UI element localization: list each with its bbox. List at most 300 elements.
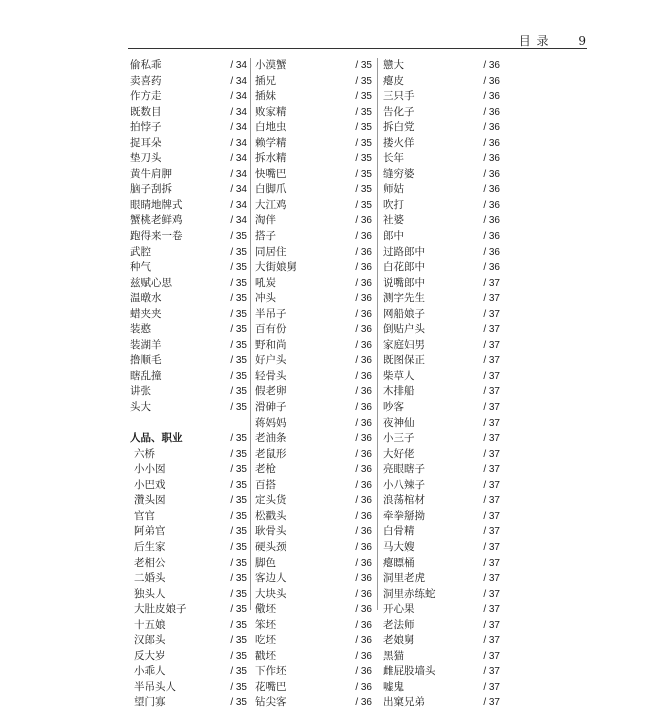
column-divider [250, 58, 251, 610]
entry-page-number: / 36 [355, 479, 372, 491]
entry-term: 白地虫 [255, 121, 287, 134]
toc-entry [383, 493, 500, 509]
entry-page-number: / 37 [483, 339, 500, 351]
entry-term: 小漠蟹 [255, 59, 287, 71]
entry-term: 吹打 [383, 198, 404, 211]
entry-term: 插妹 [255, 90, 276, 103]
entry-term: 小小囡 [134, 463, 166, 476]
entry-term: 垫刀头 [130, 152, 162, 165]
entry-page-number: / 35 [230, 697, 247, 709]
entry-page-number: / 36 [355, 557, 372, 569]
entry-page-number: / 35 [230, 339, 247, 351]
entry-term: 马大嫂 [383, 540, 415, 553]
toc-entry [130, 182, 247, 198]
entry-term: 大肚皮娘子 [134, 603, 187, 616]
entry-term: 独头人 [134, 587, 166, 600]
entry-page-number: / 34 [230, 199, 247, 211]
entry-page-number: / 34 [230, 91, 247, 103]
toc-entry [383, 167, 500, 183]
toc-entry [255, 447, 372, 463]
toc-entry [255, 571, 372, 587]
entry-term: 蜡夹夹 [130, 307, 162, 320]
entry-page-number: / 35 [355, 122, 372, 134]
toc-entry [130, 291, 247, 307]
entry-page-number: / 36 [483, 246, 500, 258]
entry-term: 开心果 [383, 603, 415, 616]
toc-entry [383, 633, 500, 649]
entry-term: 老枪 [255, 463, 276, 476]
entry-page-number: / 35 [230, 604, 247, 616]
header-title: 目 录 [518, 34, 550, 48]
entry-page-number: / 37 [483, 293, 500, 305]
entry-page-number: / 37 [483, 557, 500, 569]
toc-entry [383, 540, 500, 556]
entry-page-number: / 35 [230, 355, 247, 367]
entry-page-number: / 36 [483, 262, 500, 274]
toc-entry [130, 602, 247, 618]
entry-term: 装憨 [130, 323, 151, 336]
entry-page-number: / 35 [230, 386, 247, 398]
entry-term: 老娘舅 [383, 634, 415, 647]
entry-term: 败家精 [255, 105, 287, 118]
toc-entry [130, 260, 247, 276]
entry-term: 偷私乖 [130, 59, 162, 71]
entry-term: 三只手 [383, 90, 415, 103]
entry-term: 既图保正 [383, 354, 425, 367]
entry-page-number: / 36 [355, 448, 372, 460]
entry-term: 黑猫 [383, 649, 404, 662]
toc-entry [130, 89, 247, 105]
entry-term: 下作坯 [255, 665, 287, 678]
entry-term: 蟹桃老鲜鸡 [130, 214, 183, 227]
toc-entry [130, 400, 247, 416]
entry-page-number: / 37 [483, 635, 500, 647]
entry-page-number: / 35 [230, 479, 247, 491]
toc-entry [383, 89, 500, 105]
entry-page-number: / 36 [355, 541, 372, 553]
column-divider [377, 58, 378, 610]
toc-entry [255, 120, 372, 136]
toc-column-1 [130, 58, 247, 711]
entry-page-number: / 35 [355, 199, 372, 211]
entry-term: 吼炭 [255, 276, 276, 289]
entry-term: 滑砷子 [255, 401, 287, 414]
entry-term: 师姑 [383, 183, 404, 196]
entry-page-number: / 35 [355, 91, 372, 103]
toc-entry [383, 120, 500, 136]
entry-page-number: / 35 [230, 541, 247, 553]
entry-page-number: / 36 [355, 510, 372, 522]
entry-page-number: / 36 [483, 91, 500, 103]
entry-page-number: / 37 [483, 277, 500, 289]
entry-term: 小乖人 [134, 665, 166, 678]
toc-entry [255, 695, 372, 711]
toc-entry [255, 400, 372, 416]
entry-term: 汉郎头 [134, 634, 166, 647]
toc-entry [130, 136, 247, 152]
entry-page-number: / 36 [483, 215, 500, 227]
toc-entry [255, 182, 372, 198]
toc-entry [130, 664, 247, 680]
entry-term: 蒋妈妈 [255, 416, 287, 429]
entry-page-number: / 34 [230, 137, 247, 149]
entry-page-number: / 37 [483, 573, 500, 585]
entry-page-number: / 37 [483, 619, 500, 631]
entry-term: 拆白党 [383, 121, 415, 134]
toc-entry [255, 74, 372, 90]
toc-entry [130, 618, 247, 634]
entry-term: 柴草人 [383, 369, 415, 382]
entry-term: 作方走 [130, 90, 162, 103]
toc-entry [255, 245, 372, 261]
toc-entry [383, 587, 500, 603]
entry-page-number: / 37 [483, 417, 500, 429]
toc-entry [255, 260, 372, 276]
toc-entry [383, 680, 500, 696]
toc-entry [130, 571, 247, 587]
entry-page-number: / 36 [483, 60, 500, 71]
entry-term: 洞里赤练蛇 [383, 587, 436, 600]
entry-term: 搂火佯 [383, 136, 415, 149]
toc-entry [130, 462, 247, 478]
entry-term: 雌屁股墙头 [383, 665, 436, 678]
toc-entry [255, 493, 372, 509]
section-heading [130, 431, 247, 447]
toc-column-3 [383, 58, 500, 711]
toc-entry [383, 322, 500, 338]
entry-page-number: / 36 [483, 168, 500, 180]
entry-page-number: / 37 [483, 448, 500, 460]
toc-entry [255, 198, 372, 214]
toc-entry [383, 462, 500, 478]
entry-page-number: / 36 [355, 355, 372, 367]
toc-entry [130, 229, 247, 245]
entry-page-number: / 37 [483, 433, 500, 445]
entry-term: 反大岁 [134, 649, 166, 662]
entry-page-number: / 35 [230, 370, 247, 382]
entry-term: 社婆 [383, 214, 404, 227]
toc-entry [130, 151, 247, 167]
entry-page-number: / 36 [483, 184, 500, 196]
entry-page-number: / 37 [483, 495, 500, 507]
entry-term: 家庭妇男 [383, 338, 425, 351]
toc-entry [255, 307, 372, 323]
entry-term: 笨坯 [255, 618, 276, 631]
toc-entry [383, 198, 500, 214]
entry-term: 讲张 [130, 385, 151, 398]
entry-term: 拆水精 [255, 152, 287, 165]
entry-term: 大块头 [255, 587, 287, 600]
toc-entry [255, 58, 372, 74]
entry-page-number: / 36 [355, 666, 372, 678]
entry-term: 黄牛肩胛 [130, 167, 172, 180]
entry-term: 硬头颈 [255, 540, 287, 553]
entry-page-number: / 35 [355, 75, 372, 87]
entry-term: 大街娘舅 [255, 261, 297, 274]
toc-entry [383, 447, 500, 463]
entry-term: 官官 [134, 509, 155, 522]
toc-entry [130, 695, 247, 711]
entry-term: 六桥 [134, 447, 155, 460]
toc-entry [255, 478, 372, 494]
toc-entry [383, 291, 500, 307]
entry-page-number: / 37 [483, 697, 500, 709]
toc-entry [130, 198, 247, 214]
entry-page-number: / 37 [483, 650, 500, 662]
entry-term: 人品、职业 [130, 432, 183, 445]
entry-page-number: / 37 [483, 402, 500, 414]
toc-entry [255, 229, 372, 245]
entry-term: 望门寡 [134, 696, 166, 709]
entry-page-number: / 34 [230, 215, 247, 227]
entry-term: 木排船 [383, 385, 415, 398]
entry-term: 瘪皮 [383, 74, 404, 87]
entry-page-number: / 36 [355, 495, 372, 507]
entry-term: 捉耳朵 [130, 136, 162, 149]
entry-page-number: / 36 [355, 697, 372, 709]
entry-term: 武腔 [130, 245, 151, 258]
toc-entry [383, 571, 500, 587]
entry-term: 大好佬 [383, 447, 415, 460]
entry-term: 兹赋心思 [130, 276, 172, 289]
entry-term: 吃坯 [255, 634, 276, 647]
toc-entry [130, 369, 247, 385]
entry-page-number: / 35 [230, 650, 247, 662]
entry-term: 野和尚 [255, 338, 287, 351]
toc-entry [130, 384, 247, 400]
toc-entry [130, 105, 247, 121]
toc-entry [383, 556, 500, 572]
toc-entry [383, 400, 500, 416]
entry-page-number: / 37 [483, 308, 500, 320]
toc-entry [255, 322, 372, 338]
entry-term: 嘘鬼 [383, 680, 404, 693]
entry-term: 好户头 [255, 354, 287, 367]
entry-page-number: / 35 [230, 510, 247, 522]
toc-entry [383, 260, 500, 276]
entry-term: 老油条 [255, 432, 287, 445]
toc-entry [130, 524, 247, 540]
entry-page-number: / 36 [355, 277, 372, 289]
page-number: 9 [578, 34, 587, 48]
toc-entry [383, 431, 500, 447]
entry-page-number: / 34 [230, 184, 247, 196]
entry-page-number: / 36 [355, 339, 372, 351]
toc-entry [130, 58, 247, 74]
toc-entry [383, 105, 500, 121]
entry-term: 插兄 [255, 74, 276, 87]
toc-entry [130, 680, 247, 696]
entry-page-number: / 34 [230, 122, 247, 134]
entry-term: 赖学精 [255, 136, 287, 149]
entry-term: 小三子 [383, 432, 415, 445]
entry-term: 戳坯 [255, 649, 276, 662]
entry-page-number: / 37 [483, 510, 500, 522]
toc-entry [383, 384, 500, 400]
toc-entry [383, 74, 500, 90]
entry-page-number: / 36 [355, 417, 372, 429]
toc-entry [383, 151, 500, 167]
entry-page-number: / 36 [483, 75, 500, 87]
entry-page-number: / 36 [355, 386, 372, 398]
entry-page-number: / 36 [355, 231, 372, 243]
entry-page-number: / 35 [230, 324, 247, 336]
entry-page-number: / 36 [483, 137, 500, 149]
entry-term: 眼睛地牌式 [130, 198, 183, 211]
entry-term: 冲头 [255, 292, 276, 305]
entry-term: 亮眼瞎子 [383, 463, 425, 476]
toc-entry [255, 353, 372, 369]
entry-term: 半吊子 [255, 307, 287, 320]
entry-page-number: / 36 [483, 153, 500, 165]
toc-entry [383, 602, 500, 618]
entry-page-number: / 36 [355, 308, 372, 320]
toc-entry [255, 213, 372, 229]
entry-page-number: / 36 [483, 199, 500, 211]
entry-page-number: / 35 [230, 448, 247, 460]
entry-page-number: / 35 [230, 495, 247, 507]
entry-term: 阿弟官 [134, 525, 166, 538]
toc-entry [383, 416, 500, 432]
toc-entry [383, 353, 500, 369]
entry-term: 拍悖子 [130, 121, 162, 134]
header-rule [128, 48, 587, 49]
entry-term: 过路郎中 [383, 245, 425, 258]
toc-entry [383, 664, 500, 680]
toc-entry [255, 431, 372, 447]
entry-term: 跑得来一卷 [130, 230, 183, 243]
entry-term: 十五娘 [134, 618, 166, 631]
toc-entry [130, 447, 247, 463]
entry-page-number: / 36 [355, 246, 372, 258]
page-header [519, 32, 587, 49]
entry-term: 半吊头人 [134, 680, 176, 693]
entry-term: 温暾水 [130, 292, 162, 305]
entry-page-number: / 35 [355, 106, 372, 118]
toc-entry [255, 602, 372, 618]
toc-entry [255, 416, 372, 432]
entry-page-number: / 36 [355, 588, 372, 600]
toc-entry [130, 276, 247, 292]
toc-entry [255, 167, 372, 183]
toc-entry [383, 369, 500, 385]
entry-page-number: / 35 [230, 231, 247, 243]
entry-term: 老相公 [134, 556, 166, 569]
toc-entry [383, 695, 500, 711]
entry-term: 瞎乱撞 [130, 369, 162, 382]
entry-page-number: / 35 [230, 433, 247, 445]
entry-page-number: / 34 [230, 153, 247, 165]
toc-entry [130, 633, 247, 649]
entry-term: 种气 [130, 261, 151, 274]
toc-entry [383, 58, 500, 74]
entry-term: 老法师 [383, 618, 415, 631]
entry-page-number: / 35 [230, 573, 247, 585]
entry-term: 倒贴户头 [383, 323, 425, 336]
entry-page-number: / 36 [355, 402, 372, 414]
toc-entry [255, 649, 372, 665]
entry-term: 头大 [130, 401, 151, 414]
toc-entry [383, 478, 500, 494]
entry-page-number: / 35 [230, 308, 247, 320]
entry-page-number: / 37 [483, 355, 500, 367]
toc-entry [130, 213, 247, 229]
entry-page-number: / 36 [355, 464, 372, 476]
entry-term: 告化子 [383, 105, 415, 118]
entry-page-number: / 36 [355, 604, 372, 616]
toc-entry [383, 182, 500, 198]
toc-entry [130, 353, 247, 369]
toc-entry [255, 151, 372, 167]
toc-entry [255, 369, 372, 385]
toc-entry [255, 509, 372, 525]
entry-page-number: / 35 [230, 619, 247, 631]
toc-entry [383, 276, 500, 292]
entry-page-number: / 37 [483, 526, 500, 538]
toc-entry [255, 524, 372, 540]
entry-page-number: / 36 [355, 262, 372, 274]
entry-term: 撸顺毛 [130, 354, 162, 367]
entry-page-number: / 37 [483, 666, 500, 678]
toc-entry [255, 633, 372, 649]
entry-page-number: / 37 [483, 324, 500, 336]
entry-page-number: / 35 [355, 184, 372, 196]
entry-term: 淘伴 [255, 214, 276, 227]
entry-page-number: / 36 [355, 215, 372, 227]
toc-entry [383, 245, 500, 261]
toc-entry [255, 105, 372, 121]
entry-term: 长年 [383, 152, 404, 165]
entry-term: 灒头囡 [134, 494, 166, 507]
entry-page-number: / 34 [230, 60, 247, 71]
toc-entry [130, 587, 247, 603]
entry-page-number: / 35 [230, 262, 247, 274]
entry-term: 百搭 [255, 478, 276, 491]
entry-term: 白脚爪 [255, 183, 287, 196]
entry-term: 洞里老虎 [383, 572, 425, 585]
toc-entry [383, 509, 500, 525]
entry-page-number: / 35 [355, 168, 372, 180]
entry-term: 脚色 [255, 556, 276, 569]
toc-entry [255, 136, 372, 152]
toc-entry [130, 556, 247, 572]
entry-term: 说嘴郎中 [383, 276, 425, 289]
entry-page-number: / 37 [483, 370, 500, 382]
entry-term: 白花郎中 [383, 261, 425, 274]
entry-term: 脑子刮拆 [130, 183, 172, 196]
toc-entry [255, 680, 372, 696]
toc-entry [255, 664, 372, 680]
entry-page-number: / 35 [230, 588, 247, 600]
entry-term: 戆大 [383, 59, 404, 71]
entry-term: 轻骨头 [255, 369, 287, 382]
entry-page-number: / 36 [483, 106, 500, 118]
toc-entry [383, 229, 500, 245]
entry-page-number: / 36 [355, 573, 372, 585]
toc-entry [383, 307, 500, 323]
entry-page-number: / 35 [230, 402, 247, 414]
toc-entry [255, 556, 372, 572]
toc-entry [255, 338, 372, 354]
entry-term: 钻尖客 [255, 696, 287, 709]
entry-term: 搭子 [255, 230, 276, 243]
entry-page-number: / 36 [355, 635, 372, 647]
entry-page-number: / 36 [355, 526, 372, 538]
entry-page-number: / 37 [483, 541, 500, 553]
entry-page-number: / 34 [230, 168, 247, 180]
entry-page-number: / 36 [355, 681, 372, 693]
toc-entry [130, 338, 247, 354]
